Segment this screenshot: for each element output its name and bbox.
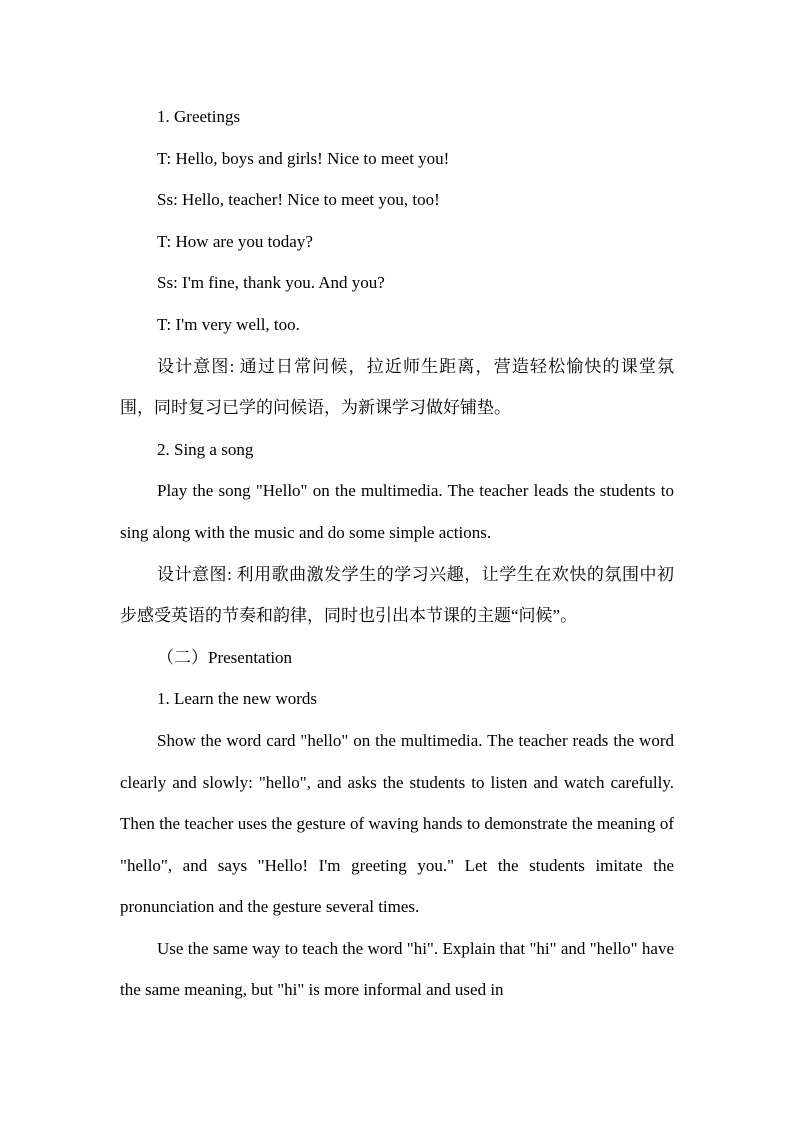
document-body — [120, 96, 674, 1011]
dialogue-line: T: Hello, boys and girls! Nice to meet you! — [157, 148, 450, 168]
design-intent-paragraph: 设计意图: 利用歌曲激发学生的学习兴趣，让学生在欢快的氛围中初步感受英语的节奏和韵律，同时也引出本节课的主题“问候”。 — [120, 564, 674, 626]
dialogue-line: T: How are you today? — [157, 231, 313, 251]
section-heading-presentation: （二）Presentation — [157, 647, 293, 667]
body-paragraph: Play the song "Hello" on the multimedia. The teacher leads the students to sing along with the music and do some simple actions. — [120, 481, 674, 542]
heading-learn-new-words: 1. Learn the new words — [157, 689, 318, 709]
body-paragraph: Show the word card "hello" on the multimedia. The teacher reads the word clearly and slowly: "hello", and asks the students to listen and watch carefully. Then the teacher uses the gesture of waving hands to demonstrate the meaning of "hello", and says "Hello! I'm greeting you." Let the students imitate the pronunciation and the gesture several times. — [120, 730, 674, 917]
dialogue-line: T: I'm very well, too. — [157, 314, 300, 334]
dialogue-line: Ss: Hello, teacher! Nice to meet you, too! — [157, 190, 440, 210]
body-paragraph: Use the same way to teach the word "hi". Explain that "hi" and "hello" have the same meaning, but "hi" is more informal and used in — [120, 938, 674, 1000]
dialogue-line: Ss: I'm fine, thank you. And you? — [157, 273, 385, 293]
heading-sing-a-song: 2. Sing a song — [157, 439, 254, 459]
heading-greetings: 1. Greetings — [157, 107, 241, 126]
design-intent-paragraph: 设计意图: 通过日常问候，拉近师生距离，营造轻松愉快的课堂氛围，同时复习已学的问候语，为新课学习做好铺垫。 — [120, 356, 674, 418]
